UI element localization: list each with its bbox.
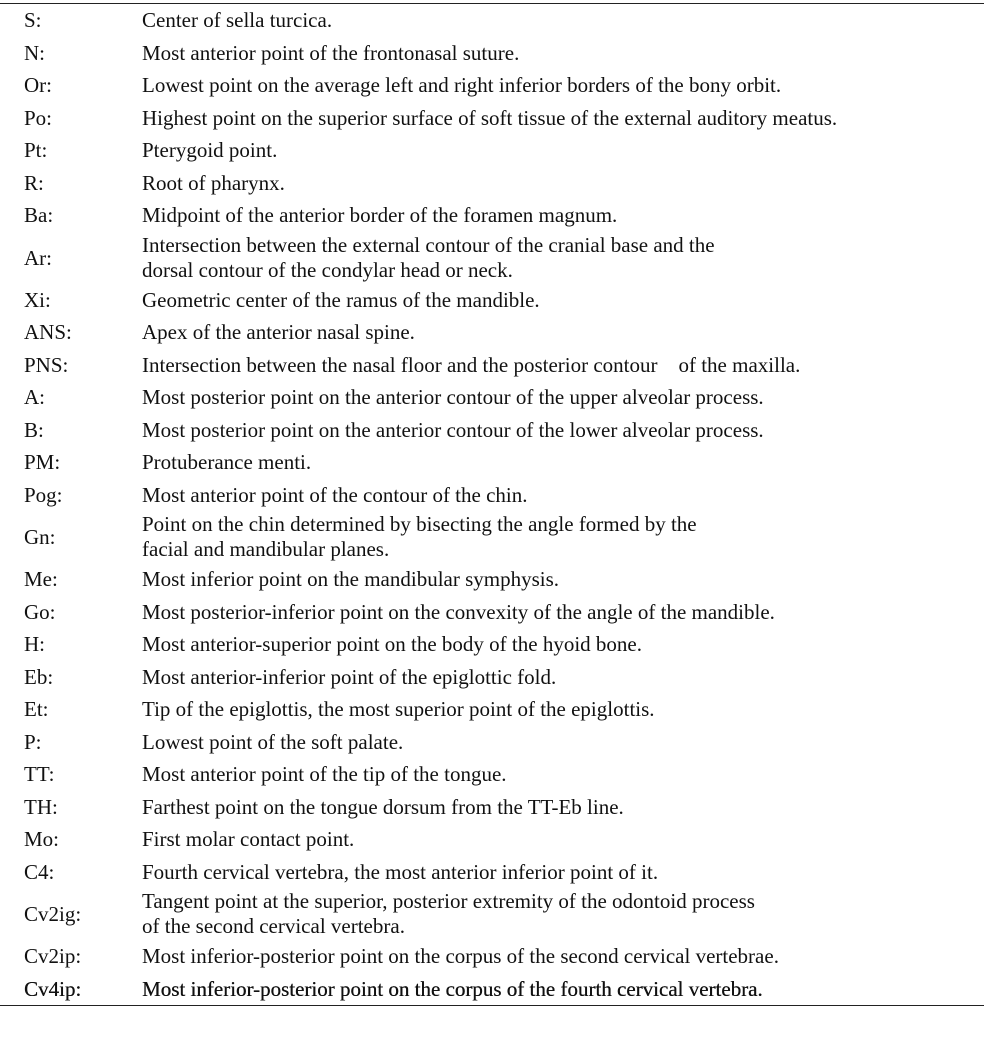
table-row <box>0 69 984 102</box>
abbreviation-cell: PNS: <box>24 352 69 377</box>
table-row <box>0 232 984 284</box>
abbreviation-cell: C4: <box>24 859 55 884</box>
table-row <box>0 37 984 70</box>
definition-cell: Lowest point of the soft palate. <box>142 729 404 754</box>
table-row <box>0 446 984 479</box>
abbreviation-cell: Cv2ig: <box>24 902 82 926</box>
landmark-definitions-table <box>0 3 984 1006</box>
definition-cell: Point on the chin determined by bisecting the angle formed by the facial and mandibular planes. <box>142 512 697 561</box>
table-row <box>0 381 984 414</box>
table-row <box>0 661 984 694</box>
abbreviation-cell: Gn: <box>24 525 56 549</box>
definition-cell: Lowest point on the average left and right inferior borders of the bony orbit. <box>142 73 782 98</box>
abbreviation-cell: PM: <box>24 450 61 475</box>
abbreviation-cell: TH: <box>24 794 58 819</box>
definition-cell: Pterygoid point. <box>142 138 278 163</box>
abbreviation-cell: Et: <box>24 697 49 722</box>
abbreviation-cell: Ar: <box>24 245 52 270</box>
abbreviation-cell: Po: <box>24 105 53 130</box>
table-row <box>0 414 984 447</box>
definition-cell: Most anterior-inferior point of the epiglottic fold. <box>142 664 557 689</box>
table-row <box>0 167 984 200</box>
abbreviation-cell: Mo: <box>24 827 60 852</box>
definition-cell: Most posterior-inferior point on the convexity of the angle of the mandible. <box>142 599 775 624</box>
table-row <box>0 791 984 824</box>
definition-cell: Geometric center of the ramus of the mandible. <box>142 287 540 312</box>
table-row <box>0 856 984 889</box>
table-row <box>0 284 984 317</box>
table-row <box>0 4 984 37</box>
abbreviation-cell: Eb: <box>24 664 54 689</box>
definition-cell: First molar contact point. <box>142 827 355 852</box>
definition-cell: Tangent point at the superior, posterior extremity of the odontoid process of the second cervical vertebra. <box>142 889 755 938</box>
definition-cell: Tip of the epiglottis, the most superior point of the epiglottis. <box>142 697 655 722</box>
definition-cell: Most posterior point on the anterior contour of the lower alveolar process. <box>142 417 764 442</box>
definition-cell: Most posterior point on the anterior contour of the upper alveolar process. <box>142 385 764 410</box>
table-row <box>0 511 984 563</box>
bottom-rule <box>0 1005 984 1006</box>
definition-cell: Most anterior point of the contour of the chin. <box>142 482 528 507</box>
abbreviation-cell: Cv2ip: <box>24 944 82 969</box>
definition-cell: Most inferior-posterior point on the corpus of the fourth cervical vertebra. <box>142 976 763 1001</box>
table-row <box>0 888 984 940</box>
abbreviation-cell: R: <box>24 170 44 195</box>
definition-cell: Most inferior point on the mandibular symphysis. <box>142 567 560 592</box>
definition-cell: Apex of the anterior nasal spine. <box>142 320 415 345</box>
table-body <box>0 4 984 1005</box>
table-row <box>0 316 984 349</box>
table-row <box>0 479 984 512</box>
abbreviation-cell: Go: <box>24 599 56 624</box>
abbreviation-cell: TT: <box>24 762 55 787</box>
table-row <box>0 199 984 232</box>
abbreviation-cell: Or: <box>24 73 52 98</box>
definition-cell: Midpoint of the anterior border of the foramen magnum. <box>142 203 618 228</box>
table-row <box>0 823 984 856</box>
table-row <box>0 349 984 382</box>
definition-cell: Fourth cervical vertebra, the most anterior inferior point of it. <box>142 859 659 884</box>
table-row <box>0 693 984 726</box>
definition-cell: Most anterior point of the frontonasal suture. <box>142 40 520 65</box>
table-row <box>0 973 984 1006</box>
table-row <box>0 726 984 759</box>
table-row <box>0 134 984 167</box>
definition-cell: Protuberance menti. <box>142 450 312 475</box>
abbreviation-cell: P: <box>24 729 42 754</box>
table-row <box>0 758 984 791</box>
definition-cell: Highest point on the superior surface of soft tissue of the external auditory meatus. <box>142 105 838 130</box>
abbreviation-cell: A: <box>24 385 45 410</box>
abbreviation-cell: Ba: <box>24 203 54 228</box>
abbreviation-cell: Xi: <box>24 287 51 312</box>
table-row <box>0 940 984 973</box>
table-row <box>0 102 984 135</box>
abbreviation-cell: Pt: <box>24 138 48 163</box>
abbreviation-cell: Pog: <box>24 482 63 507</box>
abbreviation-cell: B: <box>24 417 44 442</box>
abbreviation-cell: S: <box>24 8 42 33</box>
definition-cell: Center of sella turcica. <box>142 8 333 33</box>
table-row <box>0 596 984 629</box>
definition-cell: Most inferior-posterior point on the corpus of the second cervical vertebrae. <box>142 944 779 969</box>
abbreviation-cell: ANS: <box>24 320 72 345</box>
abbreviation-cell: Me: <box>24 567 58 592</box>
definition-cell: Root of pharynx. <box>142 170 285 195</box>
definition-cell: Intersection between the nasal floor and the posterior contour of the maxilla. <box>142 352 801 377</box>
definition-cell: Most anterior point of the tip of the tongue. <box>142 762 507 787</box>
table-row <box>0 563 984 596</box>
abbreviation-cell: Cv4ip: <box>24 976 82 1001</box>
definition-cell: Intersection between the external contour of the cranial base and the dorsal contour of the condylar head or neck. <box>142 232 715 282</box>
definition-cell: Most anterior-superior point on the body of the hyoid bone. <box>142 632 642 657</box>
definition-cell: Farthest point on the tongue dorsum from the TT-Eb line. <box>142 794 624 819</box>
definitions-table <box>0 4 984 1005</box>
abbreviation-cell: N: <box>24 40 45 65</box>
table-row <box>0 628 984 661</box>
abbreviation-cell: H: <box>24 632 45 657</box>
